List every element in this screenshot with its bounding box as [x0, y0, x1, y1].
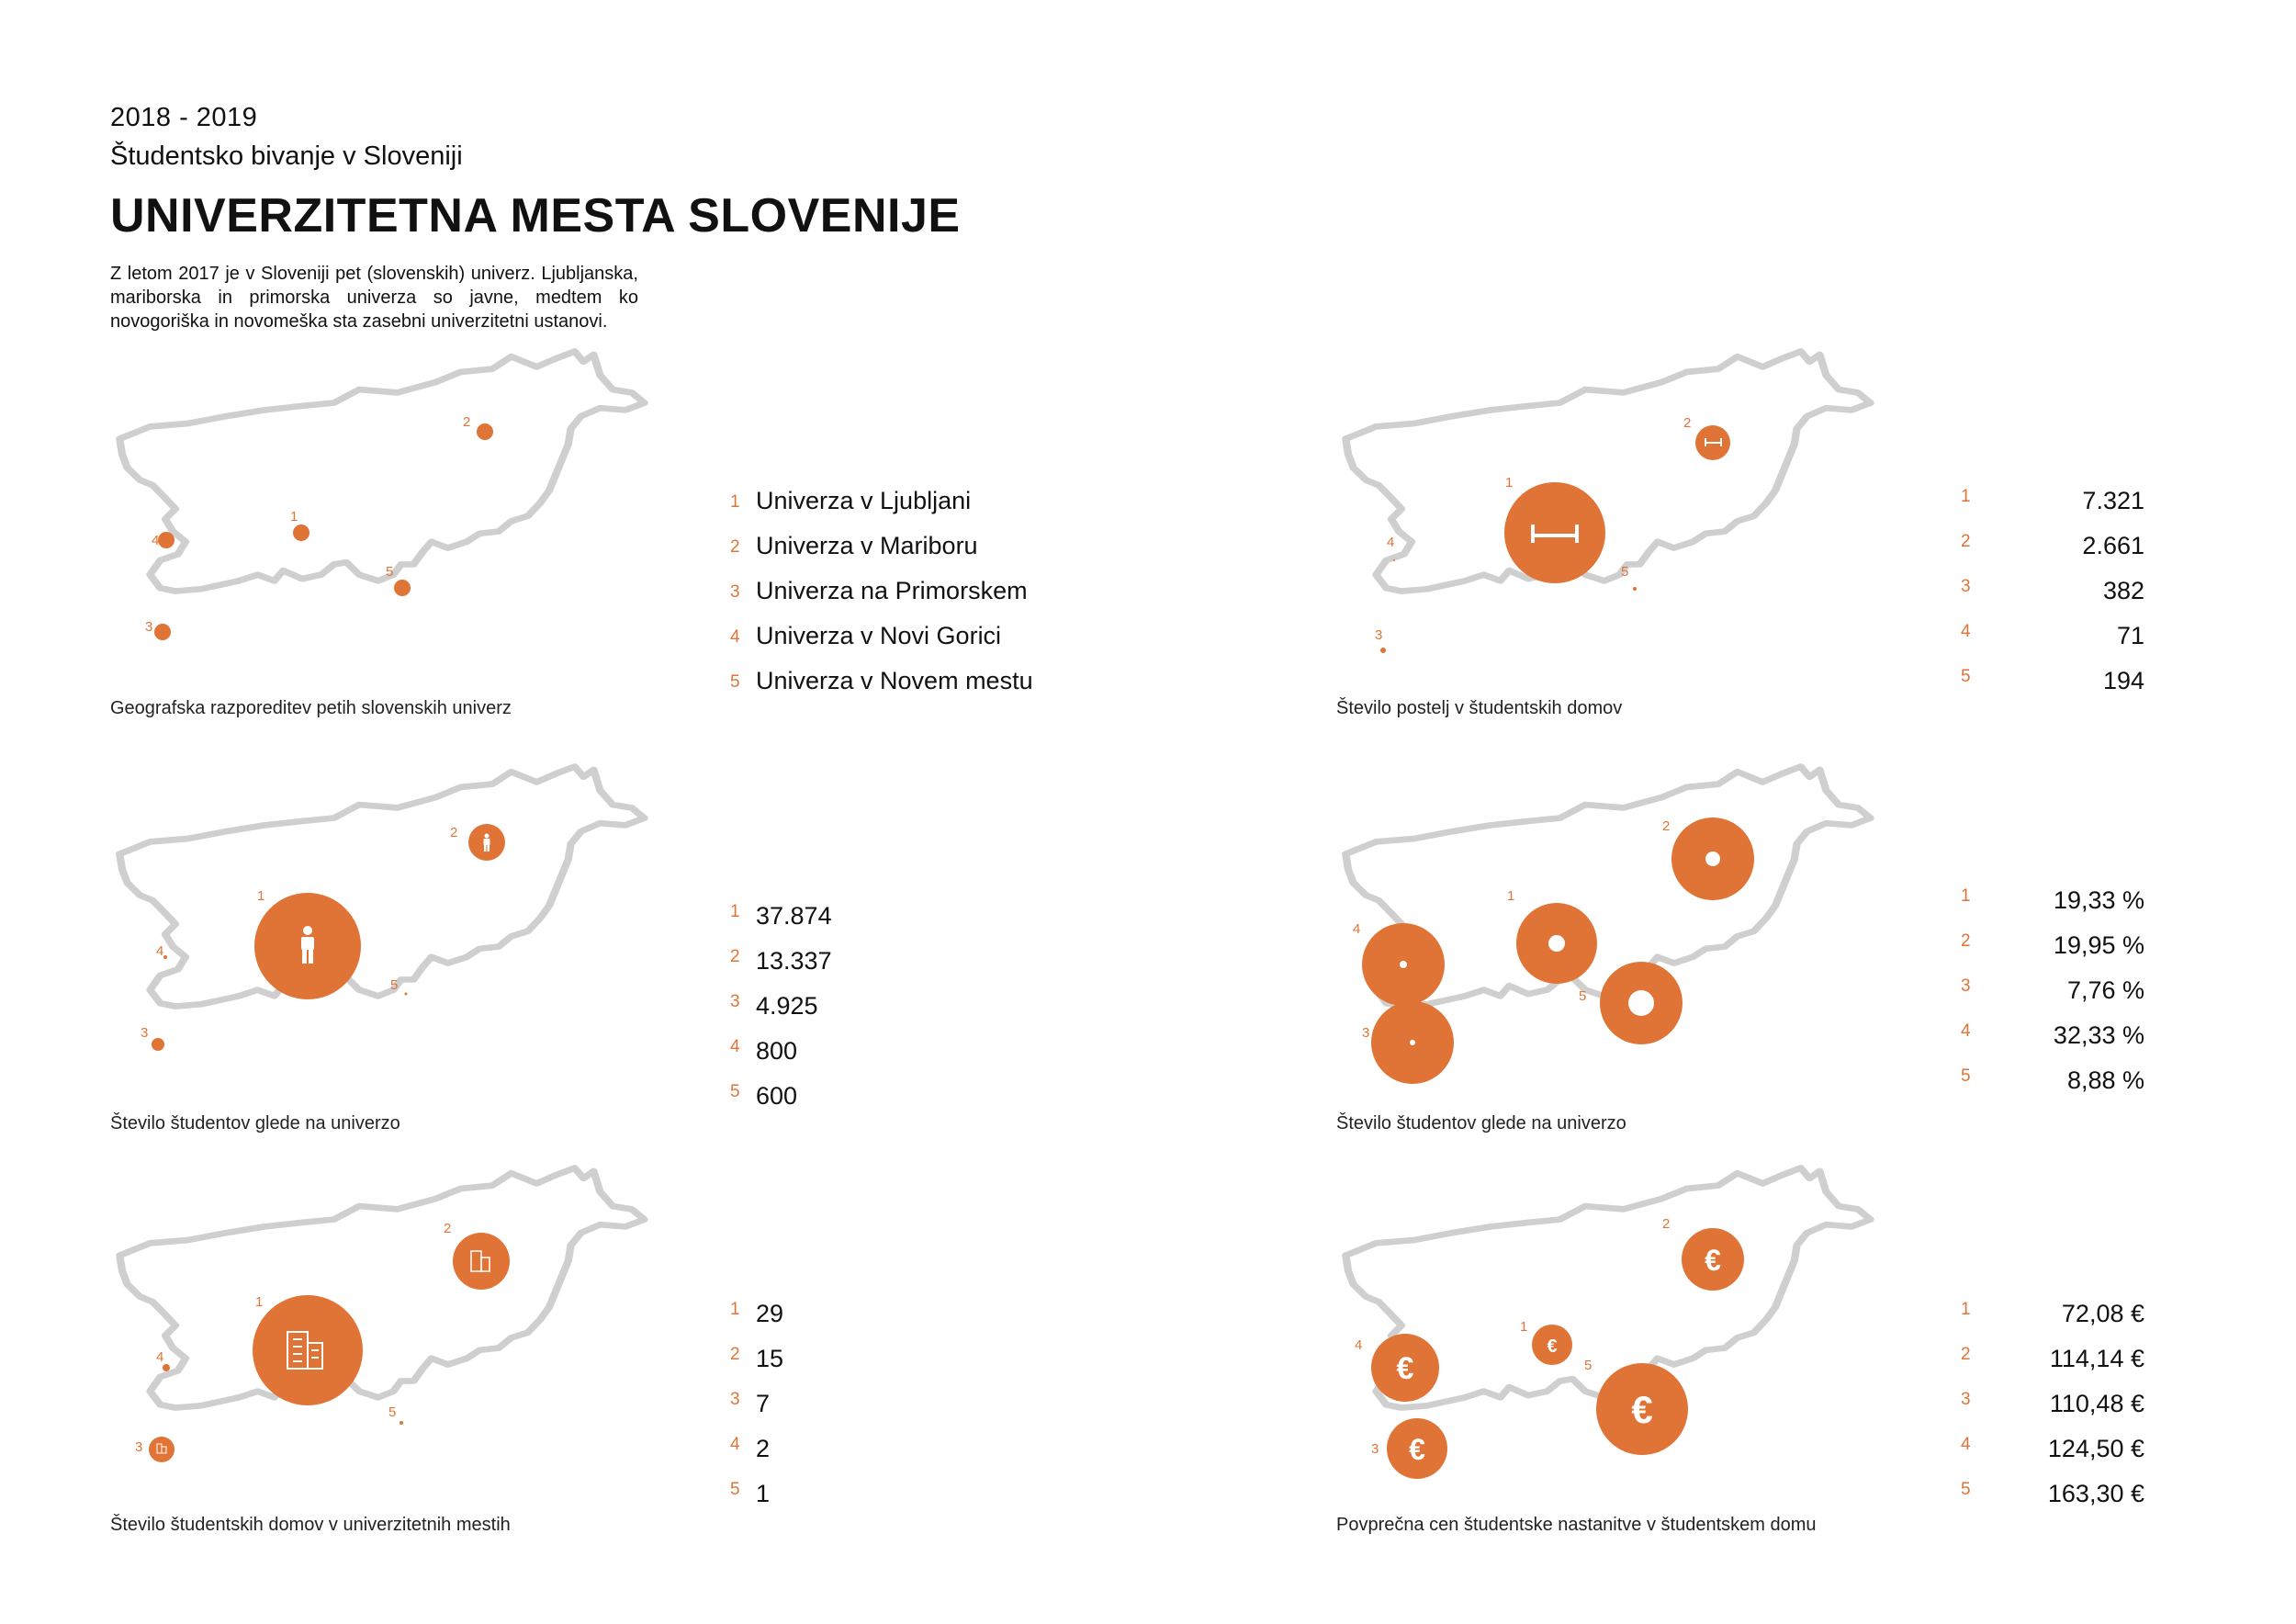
euro-icon: €	[1409, 1433, 1425, 1466]
list-num: 2	[1961, 931, 1971, 951]
svg-text:3: 3	[1362, 1025, 1370, 1041]
list-num: 4	[730, 1037, 740, 1056]
list-value: 1	[756, 1480, 771, 1507]
list-value: 37.874	[756, 902, 832, 930]
list-value: Univerza v Ljubljani	[756, 487, 972, 514]
svg-text:1: 1	[1520, 1319, 1528, 1335]
list-value: Univerza v Mariboru	[756, 532, 978, 559]
list-num: 3	[730, 1390, 740, 1409]
svg-text:4: 4	[1355, 1337, 1363, 1353]
list-universities	[730, 487, 1143, 694]
svg-text:4: 4	[1353, 921, 1361, 937]
svg-text:1: 1	[255, 1294, 264, 1310]
list-dorms	[730, 1300, 1006, 1507]
list-value: 7.321	[2082, 487, 2144, 514]
map-bubble-3	[1380, 648, 1386, 653]
list-value: 194	[2102, 667, 2144, 694]
intro-text: Z letom 2017 je v Sloveniji pet (slovenskih) univerz. Ljubljanska, mariborska in primorska univerza so javne, medtem ko novogoriška in novomeška sta zasebni univerzitetni ustanovi.	[110, 264, 638, 332]
list-num: 2	[1961, 1345, 1971, 1364]
map-bubble-5	[1633, 587, 1637, 591]
euro-icon: €	[1396, 1351, 1414, 1386]
svg-text:2: 2	[1662, 1216, 1671, 1232]
list-num: 1	[730, 1300, 740, 1319]
slovenia-outline	[119, 767, 644, 1007]
panel-price	[1336, 1161, 1887, 1535]
list-value: Univerza v Novem mestu	[756, 667, 1033, 694]
list-num: 5	[1961, 667, 1971, 686]
list-num: 2	[730, 947, 740, 966]
list-value: 15	[756, 1345, 784, 1372]
panel-universities	[110, 344, 661, 718]
list-num: 5	[730, 1082, 740, 1101]
svg-text:2: 2	[1662, 818, 1671, 834]
list-value: Univerza v Novi Gorici	[756, 622, 1002, 649]
svg-text:3: 3	[135, 1439, 143, 1455]
svg-text:5: 5	[386, 564, 394, 580]
subtitle: Študentsko bivanje v Sloveniji	[110, 141, 463, 171]
ring-icon	[1548, 935, 1565, 952]
svg-text:1: 1	[1507, 888, 1515, 904]
caption-price: Povprečna cen študentske nastanitve v študentskem domu	[1336, 1515, 1817, 1535]
list-num: 5	[730, 1480, 740, 1499]
list-value: 19,33 %	[2053, 886, 2144, 914]
map-dot-2	[477, 423, 493, 440]
list-students	[730, 902, 1006, 1110]
list-value: 8,88 %	[2066, 1066, 2144, 1094]
map-bubble-5	[400, 1421, 403, 1425]
map-bubble-4	[1393, 559, 1395, 561]
slovenia-outline	[1345, 352, 1870, 592]
panel-share	[1336, 760, 1887, 1133]
list-beds	[1961, 487, 2144, 694]
page-title: UNIVERZITETNA MESTA SLOVENIJE	[110, 189, 961, 242]
svg-text:2: 2	[463, 414, 471, 430]
list-num: 3	[730, 992, 740, 1011]
ring-icon	[1410, 1040, 1415, 1045]
list-num: 2	[730, 537, 740, 557]
list-price	[1961, 1300, 2144, 1507]
euro-icon: €	[1547, 1336, 1558, 1357]
svg-text:1: 1	[257, 888, 265, 904]
svg-text:4: 4	[156, 943, 164, 959]
panel-students	[110, 760, 661, 1133]
map-bubble-3	[152, 1038, 164, 1051]
caption-share: Število študentov glede na univerzo	[1336, 1113, 1626, 1133]
panel-dorms	[110, 1161, 661, 1535]
list-num: 5	[1961, 1066, 1971, 1086]
list-value: 7,76 %	[2066, 976, 2144, 1004]
map-bubble-4	[163, 955, 167, 959]
map-bubble-5	[405, 993, 408, 996]
list-num: 5	[730, 672, 740, 692]
list-num: 2	[730, 1345, 740, 1364]
svg-text:5: 5	[1621, 564, 1629, 580]
list-value: 13.337	[756, 947, 832, 975]
map-dot-4	[158, 532, 174, 548]
list-num: 4	[730, 1435, 740, 1454]
svg-text:5: 5	[1584, 1358, 1593, 1373]
list-num: 1	[730, 902, 740, 921]
list-num: 4	[1961, 1435, 1971, 1454]
svg-text:1: 1	[290, 509, 298, 524]
list-num: 4	[730, 627, 740, 647]
list-value: 110,48 €	[2049, 1390, 2144, 1417]
map-price	[1336, 1161, 1887, 1466]
map-dot-5	[394, 580, 411, 596]
caption-universities: Geografska razporeditev petih slovenskih univerz	[110, 698, 512, 718]
list-value: 2	[756, 1435, 771, 1462]
euro-icon: €	[1705, 1244, 1721, 1277]
list-value: 600	[756, 1082, 798, 1110]
list-value: 4.925	[756, 992, 818, 1020]
map-dot-3	[154, 624, 171, 640]
list-value: 29	[756, 1300, 784, 1327]
list-value: 32,33 %	[2053, 1021, 2144, 1049]
list-num: 3	[1961, 577, 1971, 596]
slovenia-outline	[119, 1168, 644, 1408]
list-num: 1	[1961, 487, 1971, 506]
caption-dorms: Število študentskih domov v univerzitetnih mestih	[110, 1515, 511, 1535]
map-bubble-1	[1504, 482, 1605, 583]
year-range: 2018 - 2019	[110, 103, 258, 132]
list-value: 124,50 €	[2047, 1435, 2144, 1462]
map-universities	[110, 344, 661, 635]
euro-icon: €	[1631, 1388, 1653, 1431]
svg-text:3: 3	[1375, 627, 1383, 643]
slovenia-outline	[119, 352, 644, 592]
list-num: 1	[730, 492, 740, 512]
list-num: 3	[1961, 1390, 1971, 1409]
svg-text:2: 2	[450, 825, 458, 840]
svg-text:5: 5	[390, 977, 399, 993]
svg-text:2: 2	[444, 1221, 452, 1236]
list-num: 1	[1961, 886, 1971, 906]
list-value: 72,08 €	[2061, 1300, 2144, 1327]
ring-icon	[1705, 851, 1720, 866]
list-value: 2.661	[2082, 532, 2144, 559]
map-dot-1	[293, 524, 310, 541]
list-value: 19,95 %	[2053, 931, 2144, 959]
list-num: 3	[1961, 976, 1971, 996]
panel-beds	[1336, 344, 1887, 718]
list-value: 7	[756, 1390, 771, 1417]
svg-text:2: 2	[1683, 415, 1692, 431]
list-num: 4	[1961, 1021, 1971, 1041]
list-num: 5	[1961, 1480, 1971, 1499]
svg-text:1: 1	[1505, 475, 1514, 491]
list-value: 71	[2116, 622, 2144, 649]
svg-text:5: 5	[1579, 988, 1587, 1004]
map-students	[110, 760, 661, 1041]
list-share	[1961, 886, 2144, 1094]
list-value: 114,14 €	[2049, 1345, 2144, 1372]
map-beds	[1336, 344, 1887, 643]
list-num: 1	[1961, 1300, 1971, 1319]
caption-beds: Število postelj v študentskih domov	[1336, 698, 1623, 718]
svg-text:3: 3	[141, 1025, 149, 1041]
map-dorms	[110, 1161, 661, 1455]
list-num: 4	[1961, 622, 1971, 641]
svg-text:4: 4	[152, 533, 160, 548]
svg-text:4: 4	[1387, 535, 1395, 550]
svg-text:3: 3	[1371, 1441, 1379, 1457]
ring-icon	[1400, 961, 1407, 968]
svg-text:5: 5	[388, 1404, 397, 1420]
list-value: Univerza na Primorskem	[756, 577, 1028, 604]
svg-text:4: 4	[156, 1349, 164, 1365]
list-value: 163,30 €	[2047, 1480, 2144, 1507]
list-num: 3	[730, 582, 740, 602]
map-bubble-4	[163, 1364, 170, 1371]
list-value: 382	[2102, 577, 2144, 604]
list-num: 2	[1961, 532, 1971, 551]
caption-students: Število študentov glede na univerzo	[110, 1113, 400, 1133]
map-share	[1336, 760, 1887, 1041]
list-value: 800	[756, 1037, 798, 1065]
ring-icon	[1628, 990, 1654, 1016]
svg-text:3: 3	[145, 619, 153, 635]
